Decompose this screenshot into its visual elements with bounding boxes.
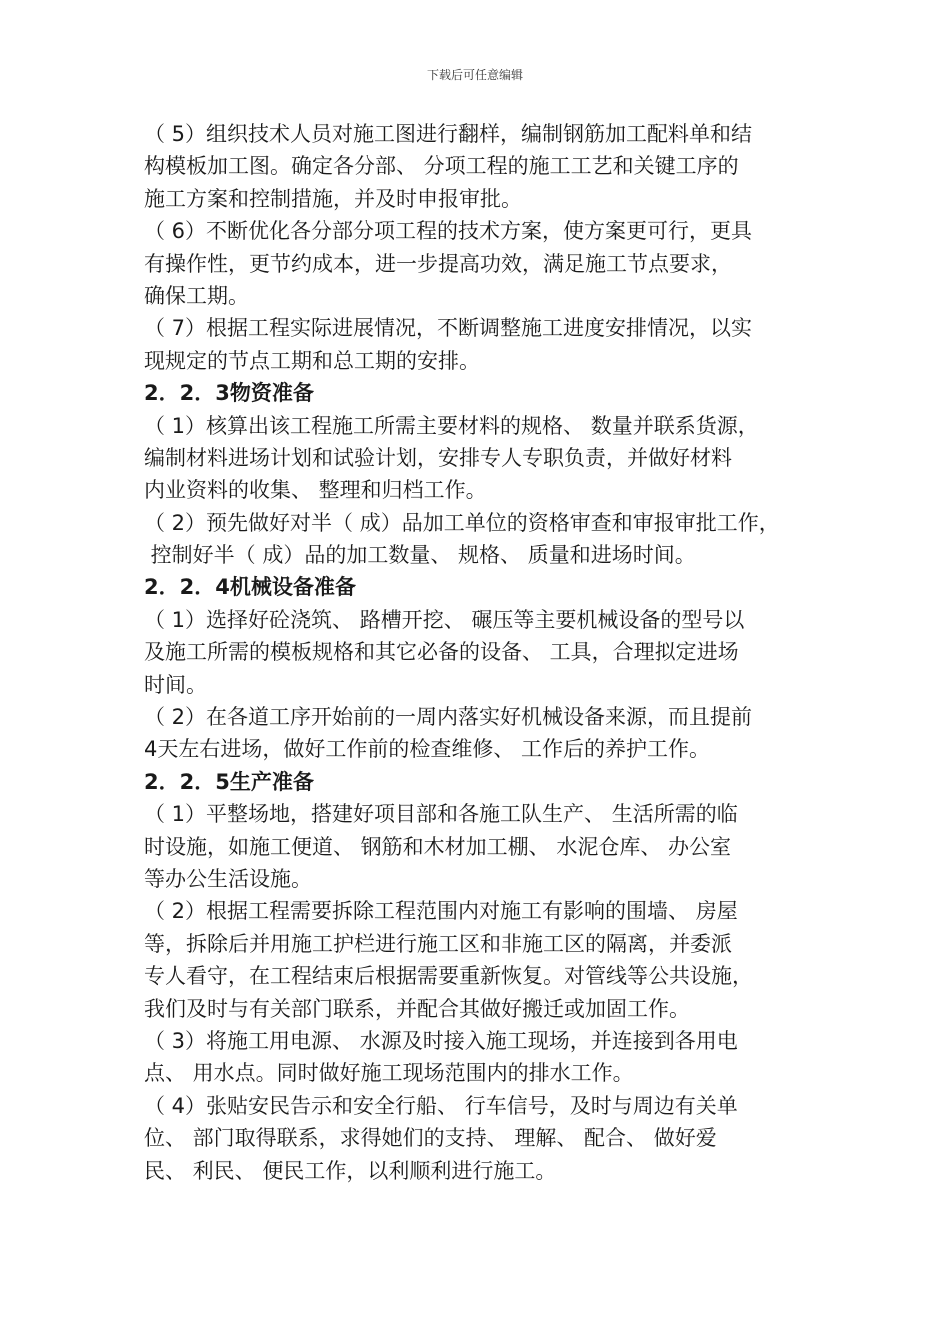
- text-line: （ 2）根据工程需要拆除工程范围内对施工有影响的围墙、 房屋: [144, 899, 738, 924]
- text-line: 我们及时与有关部门联系，并配合其做好搬迁或加固工作。: [144, 996, 690, 1021]
- document-body: [144, 118, 824, 1187]
- text-line: 民、 利民、 便民工作，以利顺利进行施工。: [144, 1158, 557, 1183]
- section-heading: 2．2．5生产准备: [144, 769, 314, 794]
- text-line: 等办公生活设施。: [144, 866, 312, 891]
- text-line: 等，拆除后并用施工护栏进行施工区和非施工区的隔离，并委派: [144, 931, 732, 956]
- text-line: （ 6）不断优化各分部分项工程的技术方案，使方案更可行，更具: [144, 219, 753, 244]
- text-line: （ 3）将施工用电源、 水源及时接入施工现场，并连接到各用电: [144, 1028, 738, 1053]
- text-line: 时设施，如施工便道、 钢筋和木材加工棚、 水泥仓库、 办公室: [144, 834, 732, 859]
- text-line: （ 4）张贴安民告示和安全行船、 行车信号，及时与周边有关单: [144, 1093, 738, 1118]
- text-line: 有操作性，更节约成本，进一步提高功效，满足施工节点要求，: [144, 251, 732, 276]
- text-line: 时间。: [144, 672, 207, 697]
- section-heading: 2．2．4机械设备准备: [144, 575, 356, 600]
- section-heading: 2．2．3物资准备: [144, 381, 314, 406]
- text-line: 编制材料进场计划和试验计划，安排专人专职负责，并做好材料: [144, 445, 732, 470]
- text-line: 及施工所需的模板规格和其它必备的设备、 工具，合理拟定进场: [144, 640, 739, 665]
- text-line: （ 7）根据工程实际进展情况，不断调整施工进度安排情况，以实: [144, 316, 753, 341]
- text-line: 点、 用水点。同时做好施工现场范围内的排水工作。: [144, 1061, 634, 1086]
- text-line: （ 2）在各道工序开始前的一周内落实好机械设备来源，而且提前: [144, 705, 753, 730]
- text-line: （ 1）核算出该工程施工所需主要材料的规格、 数量并联系货源，: [144, 413, 759, 438]
- text-line: 4天左右进场，做好工作前的检查维修、 工作后的养护工作。: [144, 737, 711, 762]
- text-line: 控制好半（ 成）品的加工数量、 规格、 质量和进场时间。: [144, 543, 696, 568]
- text-line: 施工方案和控制措施，并及时申报审批。: [144, 186, 522, 211]
- text-line: 位、 部门取得联系，求得她们的支持、 理解、 配合、 做好爱: [144, 1126, 717, 1151]
- text-line: 确保工期。: [144, 283, 249, 308]
- text-line: （ 5）组织技术人员对施工图进行翻样，编制钢筋加工配料单和结: [144, 122, 753, 146]
- text-line: （ 1）平整场地，搭建好项目部和各施工队生产、 生活所需的临: [144, 802, 738, 827]
- text-line: 构模板加工图。确定各分部、 分项工程的施工工艺和关键工序的: [144, 154, 739, 179]
- text-line: （ 2）预先做好对半（ 成）品加工单位的资格审查和审报审批工作，: [144, 510, 780, 535]
- page-header: 下载后可任意编辑: [426, 68, 523, 82]
- text-line: 专人看守，在工程结束后根据需要重新恢复。对管线等公共设施，: [144, 964, 753, 989]
- text-line: 现规定的节点工期和总工期的安排。: [144, 348, 480, 373]
- text-line: （ 1）选择好砼浇筑、 路槽开挖、 碾压等主要机械设备的型号以: [144, 607, 745, 632]
- text-line: 内业资料的收集、 整理和归档工作。: [144, 478, 487, 503]
